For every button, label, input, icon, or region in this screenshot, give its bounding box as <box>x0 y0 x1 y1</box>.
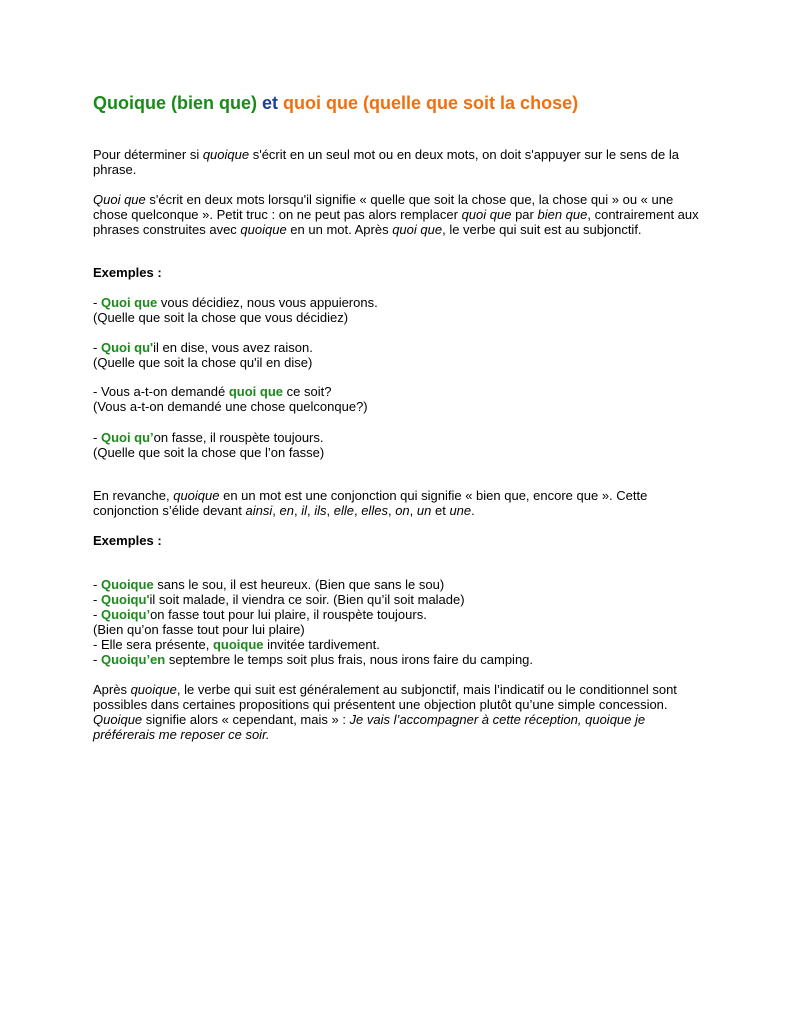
text: on <box>395 503 410 518</box>
examples-list-2 <box>93 577 713 667</box>
example-4 <box>93 430 713 460</box>
keyword: Quoiqu' <box>100 592 150 607</box>
text: - Elle sera présente, <box>93 637 213 652</box>
text: quoique <box>173 488 220 503</box>
title-quoi-que: quoi que (quelle que soit la chose) <box>283 93 579 113</box>
gloss: (Vous a-t-on demandé une chose quelconque?) <box>93 399 368 414</box>
text: . <box>471 503 475 518</box>
text: , contrairement aux <box>587 207 699 222</box>
text: quoi que <box>392 222 443 237</box>
text: , le verbe qui suit est généralement au subjonctif, mais l’indicatif ou le conditionnel sont <box>176 682 677 697</box>
keyword: Quoi qu’ <box>100 430 154 445</box>
text: - <box>93 592 101 607</box>
text: et <box>431 503 450 518</box>
text: elles <box>361 503 388 518</box>
text: - <box>93 295 101 310</box>
example-3 <box>93 384 713 414</box>
text: Pour déterminer si <box>93 147 203 162</box>
gloss: (Quelle que soit la chose qu'il en dise) <box>93 355 313 370</box>
text: s'écrit en deux mots lorsqu'il signifie « quelle que soit la chose que, la chose qui » ou « une <box>145 192 674 207</box>
gloss: (Quelle que soit la chose que vous décidiez) <box>93 310 349 325</box>
text: Je vais l’accompagner à cette réception, quoique je <box>349 712 646 727</box>
text: un <box>416 503 432 518</box>
text: conjonction s’élide devant <box>93 503 246 518</box>
examples-heading-1 <box>93 265 713 280</box>
keyword: Quoi que <box>100 295 158 310</box>
text: , <box>272 503 280 518</box>
contrast-paragraph <box>93 488 713 518</box>
heading: Exemples : <box>93 533 162 548</box>
text: s'écrit en un seul mot ou en deux mots, on doit s'appuyer sur le sens de la <box>249 147 679 162</box>
text: , <box>326 503 334 518</box>
text: quoique <box>130 682 177 697</box>
keyword: quoi que <box>228 384 284 399</box>
text: quoique <box>202 147 250 162</box>
text: , le verbe qui suit est au subjonctif. <box>442 222 642 237</box>
text: sans le sou, il est heureux. (Bien que sans le sou) <box>153 577 445 592</box>
gloss: (Quelle que soit la chose que l’on fasse) <box>93 445 325 460</box>
title-et: et <box>262 93 279 113</box>
text: possibles dans certaines propositions qui présentent une objection plutôt qu’une simple concession. <box>93 697 668 712</box>
text: on fasse tout pour lui plaire, il rouspète toujours. <box>150 607 427 622</box>
keyword: Quoiqu’ <box>100 607 151 622</box>
text: phrases construites avec <box>93 222 241 237</box>
text: , <box>306 503 315 518</box>
text: par <box>511 207 538 222</box>
heading: Exemples : <box>93 265 162 280</box>
text: Après <box>93 682 131 697</box>
keyword: Quoiqu’en <box>100 652 166 667</box>
text: il <box>301 503 307 518</box>
text: ainsi <box>245 503 273 518</box>
text: , <box>293 503 302 518</box>
examples-heading-2 <box>93 533 713 548</box>
text: - <box>93 430 101 445</box>
gloss: (Bien qu’on fasse tout pour lui plaire) <box>93 622 305 637</box>
example-2 <box>93 340 713 370</box>
text: Quoi que <box>93 192 146 207</box>
text: ils <box>314 503 327 518</box>
text: en un mot est une conjonction qui signifie « bien que, encore que ». Cette <box>219 488 648 503</box>
text: en <box>279 503 294 518</box>
text: quoi que <box>461 207 512 222</box>
keyword: quoique <box>212 637 264 652</box>
text: septembre le temps soit plus frais, nous irons faire du camping. <box>165 652 534 667</box>
text: - <box>93 607 101 622</box>
rule-paragraph <box>93 192 713 237</box>
text: chose quelconque ». Petit truc : on ne peut pas alors remplacer <box>93 207 462 222</box>
text: vous décidiez, nous vous appuierons. <box>157 295 378 310</box>
text: en un mot. Après <box>286 222 393 237</box>
title-quoique: Quoique (bien que) <box>93 93 257 113</box>
text: quoique <box>240 222 287 237</box>
text: elle <box>333 503 354 518</box>
keyword: Quoique <box>100 577 154 592</box>
text: phrase. <box>93 162 137 177</box>
page-title <box>93 92 578 114</box>
text: , <box>353 503 362 518</box>
text: , <box>409 503 417 518</box>
text: Quoique <box>93 712 143 727</box>
text: bien que <box>537 207 588 222</box>
text: une <box>449 503 472 518</box>
text: - Vous a-t-on demandé <box>93 384 229 399</box>
text: il soit malade, il viendra ce soir. (Bien qu’il soit malade) <box>149 592 465 607</box>
intro-paragraph <box>93 147 713 177</box>
text: il en dise, vous avez raison. <box>153 340 313 355</box>
text: ce soit? <box>283 384 332 399</box>
text: En revanche, <box>93 488 174 503</box>
text: préférerais me reposer ce soir. <box>93 727 270 742</box>
text: signifie alors « cependant, mais » : <box>142 712 350 727</box>
text: invitée tardivement. <box>263 637 380 652</box>
text: - <box>93 652 101 667</box>
text: , <box>387 503 396 518</box>
text: - <box>93 577 101 592</box>
example-1 <box>93 295 713 325</box>
text: on fasse, il rouspète toujours. <box>153 430 324 445</box>
text: - <box>93 340 101 355</box>
keyword: Quoi qu' <box>100 340 154 355</box>
final-paragraph <box>93 682 713 742</box>
